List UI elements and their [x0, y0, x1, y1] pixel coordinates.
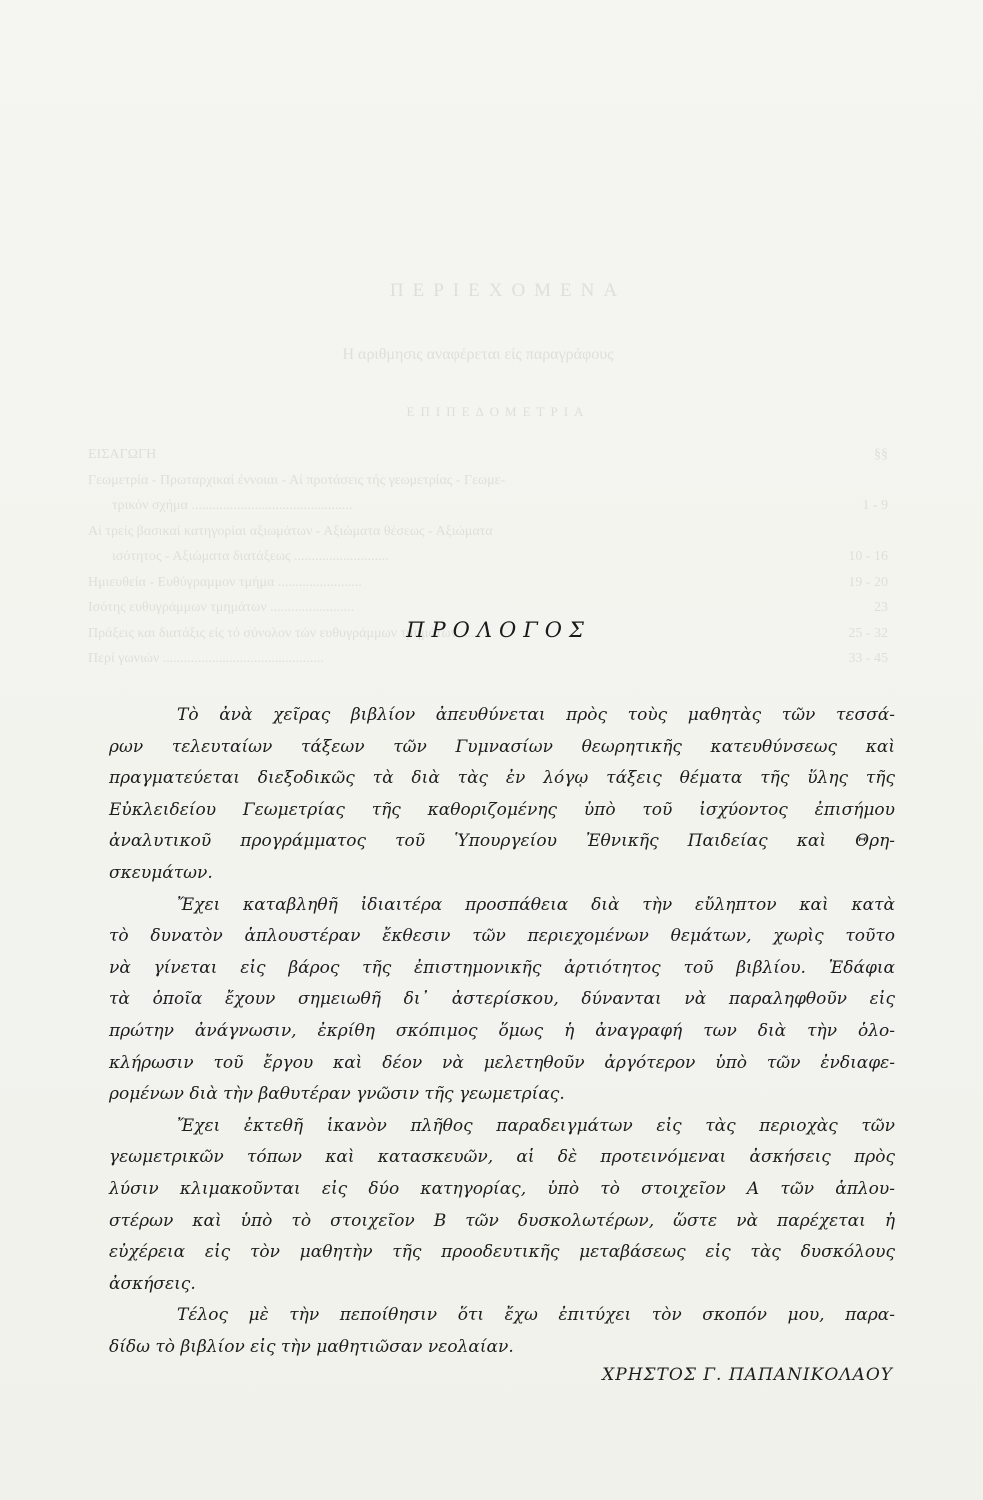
preface-line: ρων τελευταίων τάξεων τῶν Γυμνασίων θεωρητικῆς κατευθύνσεως καὶ	[109, 736, 895, 757]
contents-row-label: τρικόν σχήμα ..............................................	[112, 498, 353, 513]
contents-row-label: Γεωμετρία - Πρωταρχικαί έννοιαι - Αί προτάσεις τής γεωμετρίας - Γεωμε-	[88, 472, 506, 488]
contents-row	[88, 493, 888, 519]
preface-line: Τέλος μὲ τὴν πεποίθησιν ὅτι ἔχω ἐπιτύχει τὸν σκοπόν μου, παρα-	[177, 1305, 895, 1326]
preface-title	[0, 618, 983, 642]
preface-line: στέρων καὶ ὑπὸ τὸ στοιχεῖον Β τῶν δυσκολωτέρων, ὥστε νὰ παρέχεται ἡ	[109, 1210, 895, 1231]
preface-body	[109, 700, 895, 1363]
contents-row-page: 10 - 16	[848, 549, 888, 564]
contents-row-label: Πράξεις και διατάξις είς τό σύνολον τών ευθυγράμμων τμημάτων ......	[88, 625, 482, 641]
preface-line: γεωμετρικῶν τόπων καὶ κατασκευῶν, αἱ δὲ προτεινόμεναι ἀσκήσεις πρὸς	[109, 1147, 895, 1168]
contents-row	[88, 442, 888, 468]
contents-section-heading: ΕΠΙΠΕΔΟΜΕΤΡΙΑ	[406, 404, 590, 419]
contents-row-page: 1 - 9	[862, 498, 888, 513]
preface-line: πρώτην ἀνάγνωσιν, ἐκρίθη σκόπιμος ὅμως ἡ ἀναγραφή των διὰ τὴν ὁλο-	[109, 1020, 895, 1041]
preface-line: σκευμάτων.	[109, 862, 213, 883]
contents-subtitle: Η αριθμησις αναφέρεται είς παραγράφους	[342, 346, 614, 363]
bleed-through-contents	[88, 280, 888, 672]
preface-line: Ἔχει ἐκτεθῆ ἱκανὸν πλῆθος παραδειγμάτων εἰς τὰς περιοχὰς τῶν	[177, 1115, 895, 1136]
preface-line: τὸ δυνατὸν ἁπλουστέραν ἔκθεσιν τῶν περιεχομένων θεμάτων, χωρὶς τοῦτο	[109, 926, 895, 947]
preface-line: δίδω τὸ βιβλίον εἰς τὴν μαθητιῶσαν νεολαίαν.	[109, 1336, 514, 1357]
preface-line: Εὐκλειδείου Γεωμετρίας τῆς καθοριζομένης ὑπὸ τοῦ ἰσχύοντος ἐπισήμου	[109, 799, 895, 820]
preface-title-text: ΠΡΟΛΟΓΟΣ	[406, 618, 591, 642]
preface-line: νὰ γίνεται εἰς βάρος τῆς ἐπιστημονικῆς ἀρτιότητος τοῦ βιβλίου. Ἐδάφια	[109, 957, 895, 978]
contents-row-page: 33 - 45	[848, 651, 888, 666]
contents-row	[88, 468, 888, 494]
contents-row-page: §§	[874, 447, 888, 462]
preface-line: Ἔχει καταβληθῆ ἰδιαιτέρα προσπάθεια διὰ τὴν εὔληπτον καὶ κατὰ	[177, 894, 895, 915]
contents-row-label: Αί τρείς βασικαί κατηγορίαι αξιωμάτων - Αξιώματα θέσεως - Αξιώματα	[88, 523, 493, 539]
contents-row-label: Ισότης ευθυγράμμων τμημάτων ........................	[88, 600, 355, 615]
preface-line: κλήρωσιν τοῦ ἔργου καὶ δέον νὰ μελετηθοῦν ἀργότερον ὑπὸ τῶν ἐνδιαφε-	[109, 1052, 895, 1073]
preface-line: ἀσκήσεις.	[109, 1273, 196, 1294]
contents-row-page: 25 - 32	[848, 625, 888, 641]
contents-row-label: Περί γωνιών ..............................................	[88, 651, 324, 666]
contents-row-page: 19 - 20	[848, 574, 888, 590]
preface-line: τὰ ὁποῖα ἔχουν σημειωθῆ δι᾽ ἀστερίσκου, δύνανται νὰ παραληφθοῦν εἰς	[109, 989, 895, 1010]
contents-row	[88, 519, 888, 545]
author-signature: ΧΡΗΣΤΟΣ Γ. ΠΑΠΑΝΙΚΟΛΑΟΥ	[602, 1365, 893, 1385]
contents-row-label: ΕΙΣΑΓΩΓΗ	[88, 447, 157, 462]
contents-row	[88, 544, 888, 570]
contents-row	[88, 646, 888, 672]
contents-row-page	[818, 468, 888, 494]
preface-line: πραγματεύεται διεξοδικῶς τὰ διὰ τὰς ἐν λόγῳ τάξεις θέματα τῆς ὕλης τῆς	[109, 768, 895, 789]
contents-row	[88, 570, 888, 596]
preface-line: λύσιν κλιμακοῦνται εἰς δύο κατηγορίας, ὑπὸ τὸ στοιχεῖον Α τῶν ἁπλου-	[109, 1178, 895, 1199]
contents-title: ΠΕΡΙΕΧΟΜΕΝΑ	[389, 280, 627, 301]
preface-line: εὐχέρεια εἰς τὸν μαθητὴν τῆς προοδευτικῆς μεταβάσεως εἰς τὰς δυσκόλους	[109, 1242, 895, 1263]
contents-row-label: ισότητος - Αξιώματα διατάξεως ...........................	[112, 549, 389, 564]
contents-row-label: Ημιευθεία - Ευθύγραμμον τμήμα ........................	[88, 574, 362, 590]
contents-row-page	[818, 519, 888, 545]
contents-row	[88, 595, 888, 621]
preface-line: ρομένων διὰ τὴν βαθυτέραν γνῶσιν τῆς γεωμετρίας.	[109, 1084, 565, 1105]
preface-line: ἀναλυτικοῦ προγράμματος τοῦ Ὑπουργείου Ἐθνικῆς Παιδείας καὶ Θρη-	[109, 831, 895, 852]
preface-line: Τὸ ἀνὰ χεῖρας βιβλίον ἀπευθύνεται πρὸς τοὺς μαθητὰς τῶν τεσσά-	[177, 705, 895, 725]
contents-row-page: 23	[874, 600, 888, 615]
